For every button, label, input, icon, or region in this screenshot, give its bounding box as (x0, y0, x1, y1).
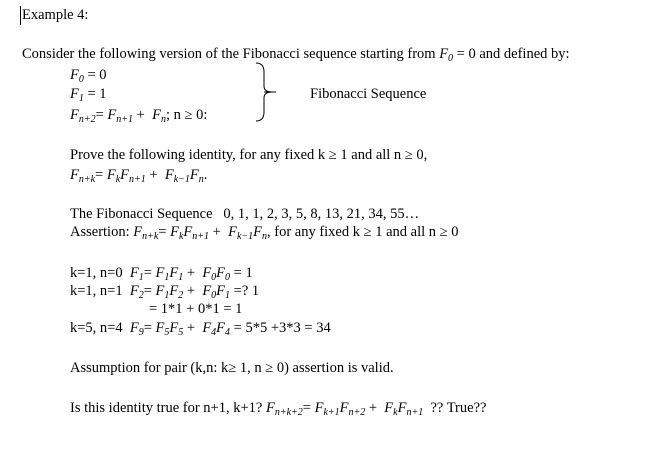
question-suffix: ?? True?? (430, 400, 487, 416)
case2-label: k=1, n=1 (70, 283, 123, 299)
brace-label: Fibonacci Sequence (310, 86, 427, 102)
case2-result: =? 1 (233, 283, 260, 299)
curly-brace-icon (254, 62, 276, 122)
sequence-values: 0, 1, 1, 2, 3, 5, 8, 13, 21, 34, 55… (223, 206, 420, 222)
case-k1-n1-arithmetic: = 1*1 + 0*1 = 1 (149, 301, 243, 317)
example-title: Example 4: (22, 7, 89, 23)
definition-f0: $F_0 = 0$ (70, 67, 107, 85)
question-line: Is this identity true for n+1, k+1? $F_{n+k+2}= F_{k+1}F_{n+2} + F_kF_{n+1}$ ?? True?? (70, 400, 487, 418)
intro-prefix: Consider the following version of the Fibonacci sequence starting from (22, 46, 436, 62)
case1-result: = 1 (233, 265, 253, 281)
assertion-label: Assertion: (70, 224, 130, 240)
case-k5-n4: k=5, n=4 $F_9= F_5F_5 + F_4F_4 = 5*5 +3*3 = 34$ (70, 320, 331, 338)
case1-label: k=1, n=0 (70, 265, 123, 281)
assertion-line: Assertion: $F_{n+k}= F_kF_{n+1} + F_{k-1}F_n$, for any fixed k ≥ 1 and all n ≥ 0 (70, 224, 459, 242)
definition-f1: $F_1 = 1$ (70, 86, 107, 104)
case3-result: = 5*5 +3*3 = 34 (233, 320, 331, 336)
definition-recurrence: $F_{n+2}= F_{n+1} + F_n$; n ≥ 0: (70, 107, 208, 125)
sequence-line (70, 205, 419, 223)
intro-suffix: = 0 and defined by: (456, 46, 570, 62)
identity-formula: $F_{n+k}= F_kF_{n+1} + F_{k-1}F_n$. (70, 167, 208, 185)
case-k1-n1: k=1, n=1 $F_2= F_1F_2 + F_0F_1$ =? 1 (70, 283, 260, 301)
sequence-label: The Fibonacci Sequence (70, 206, 213, 222)
def-f1-value: = 1 (87, 86, 107, 102)
question-prefix: Is this identity true for n+1, k+1? (70, 400, 263, 416)
intro-line: Consider the following version of the Fibonacci sequence starting from $F_0 = 0$ and defined by: (22, 46, 570, 64)
def-f0-value: = 0 (87, 67, 107, 83)
assumption-statement: Assumption for pair (k,n: k≥ 1, n ≥ 0) assertion is valid. (70, 360, 394, 376)
assertion-tail: , for any fixed k ≥ 1 and all n ≥ 0 (266, 224, 459, 240)
case3-label: k=5, n=4 (70, 320, 123, 336)
def-recurrence-tail: ; n ≥ 0: (165, 107, 208, 123)
case-k1-n0: k=1, n=0 $F_1= F_1F_1 + F_0F_0 = 1$ (70, 265, 253, 283)
text-cursor (20, 6, 21, 25)
prove-statement: Prove the following identity, for any fixed k ≥ 1 and all n ≥ 0, (70, 147, 428, 163)
